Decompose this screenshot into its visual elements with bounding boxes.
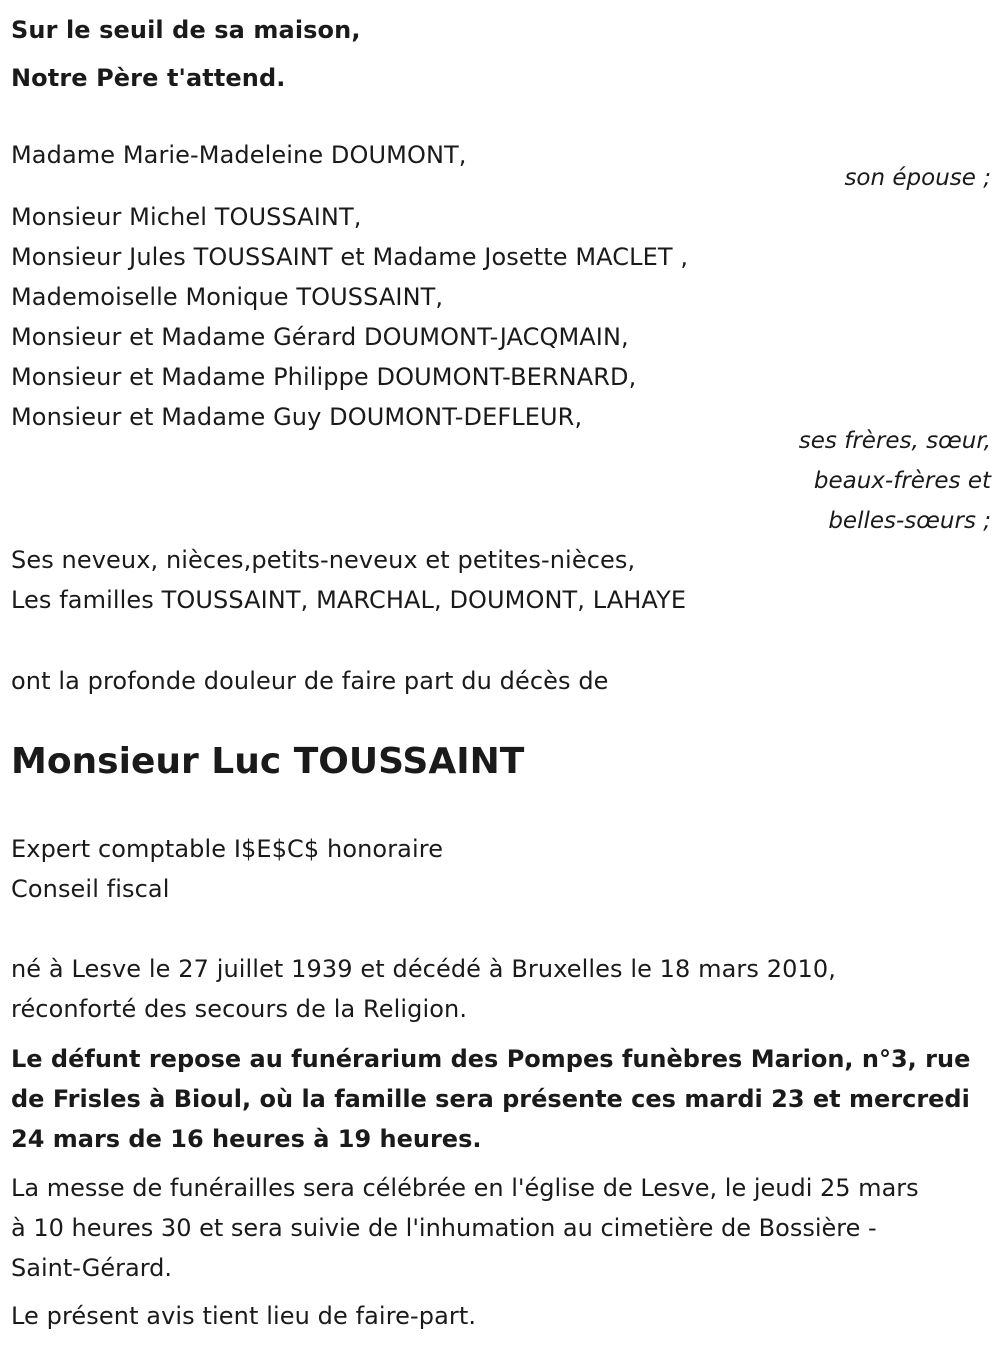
life-line: réconforté des secours de la Religion. — [11, 995, 468, 1023]
life-line: né à Lesve le 27 juillet 1939 et décédé à Bruxelles le 18 mars 2010, — [11, 955, 836, 983]
sibling-name: Monsieur Jules TOUSSAINT et Madame Josette MACLET , — [11, 243, 689, 271]
spouse-name: Madame Marie-Madeleine DOUMONT, — [11, 141, 467, 169]
sibling-name: Monsieur Michel TOUSSAINT, — [11, 203, 362, 231]
epigraph — [11, 6, 361, 102]
siblings-list — [11, 197, 688, 437]
deceased-name: Monsieur Luc TOUSSAINT — [11, 741, 525, 782]
sibling-name: Mademoiselle Monique TOUSSAINT, — [11, 283, 444, 311]
epigraph-line: Notre Père t'attend. — [11, 64, 286, 92]
sibling-name: Monsieur et Madame Gérard DOUMONT-JACQMAIN, — [11, 323, 629, 351]
closing-note: Le présent avis tient lieu de faire-part. — [11, 1302, 477, 1330]
deceased-titles — [11, 829, 443, 909]
relation-line: belles-sœurs ; — [828, 508, 991, 534]
funeral-info: La messe de funérailles sera célébrée en l'église de Lesve, le jeudi 25 mars à 10 heures 30 et sera suivie de l'inhumation au cimetière de Bossière - Saint-Gérard. — [11, 1174, 919, 1282]
announcement: ont la profonde douleur de faire part du décès de — [11, 667, 609, 695]
siblings-relation — [799, 421, 991, 541]
sibling-name: Monsieur et Madame Philippe DOUMONT-BERNARD, — [11, 363, 637, 391]
visitation-info: Le défunt repose au funérarium des Pompes funèbres Marion, n°3, rue de Frisles à Bioul, où la famille sera présente ces mardi 23 et mercredi 24 mars de 16 heures à 19 heures. — [11, 1045, 971, 1153]
title-line: Conseil fiscal — [11, 875, 170, 903]
relation-line: ses frères, sœur, — [798, 428, 991, 454]
relatives — [11, 540, 686, 620]
epigraph-line: Sur le seuil de sa maison, — [11, 16, 361, 44]
sibling-name: Monsieur et Madame Guy DOUMONT-DEFLEUR, — [11, 403, 583, 431]
relatives-line: Les familles TOUSSAINT, MARCHAL, DOUMONT, LAHAYE — [11, 586, 687, 614]
spouse-relation: son épouse ; — [844, 165, 991, 191]
life-details — [11, 949, 836, 1029]
title-line: Expert comptable I$E$C$ honoraire — [11, 835, 444, 863]
relatives-line: Ses neveux, nièces,petits-neveux et petites-nièces, — [11, 546, 636, 574]
relation-line: beaux-frères et — [813, 468, 991, 494]
